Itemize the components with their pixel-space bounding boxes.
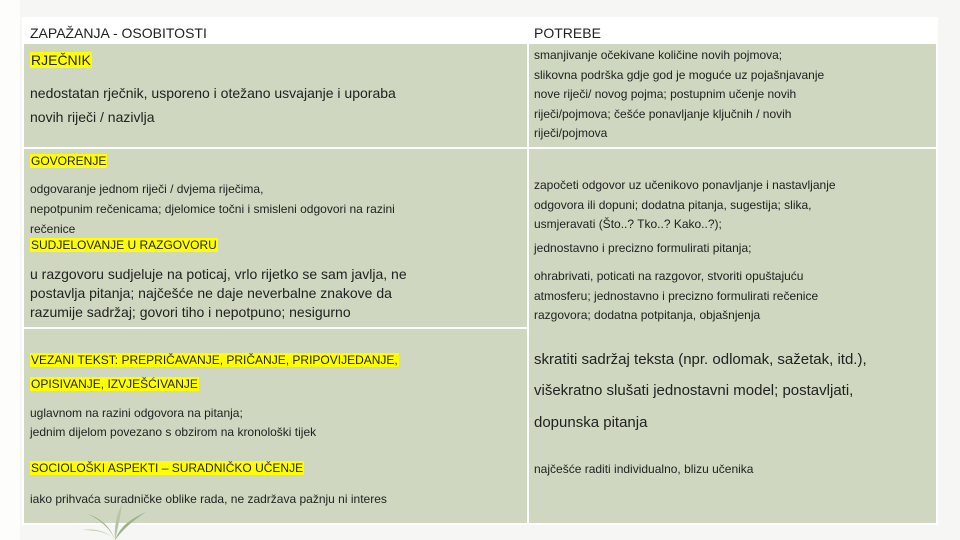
socioloski-observation: iako prihvaća suradničke oblike rada, ne zadržava pažnju ni interes [30, 492, 387, 506]
vezani-observation: uglavnom na razini odgovora na pitanja; jednim dijelom povezano s obzirom na kronološki tijek [30, 406, 317, 439]
govorenje-label-text: GOVORENJE [31, 154, 107, 168]
rjecnik-label-text: RJEČNIK [31, 52, 91, 68]
column-divider [527, 19, 529, 523]
rjecnik-observation: nedostatan rječnik, usporeno i otežano usvajanje i uporaba novih riječi / nazivlja [30, 85, 396, 125]
sudjelovanje-label-text: SUDJELOVANJE U RAZGOVORU [31, 238, 217, 252]
slide-left-stripe [0, 0, 20, 540]
row-divider [24, 147, 936, 149]
rjecnik-need: smanjivanje očekivane količine novih pojmova; slikovna podrška gdje god je moguće uz pojašnjavanje nove riječi/ novog pojma; postupnim učenje novih riječi/pojmova; češće ponavljanje ključnih / novih riječi/pojmova [534, 48, 825, 140]
vezani-need-2: višekratno slušati jednostavni model; postavljati, [534, 382, 854, 399]
needs-table [22, 17, 938, 525]
sudjelovanje-observation: u razgovoru sudjeluje na poticaj, vrlo rijetko se sam javlja, ne postavlja pitanja; najčešće ne daje neverbalne znakove da razumije sadržaj; govori tiho i nepotpuno; nesigurno [30, 266, 407, 320]
sudjelovanje-need: ohrabrivati, poticati na razgovor, stvoriti opuštajuću atmosferu; jednostavno i precizno formulirati rečenice razgovora; dodatna potpitanja, objašnjenja [534, 269, 819, 322]
socioloski-label [30, 460, 304, 476]
vezani-label-2-text: OPISIVANJE, IZVJEŠĆIVANJE [31, 377, 198, 391]
socioloski-need: najčešće raditi individualno, blizu učenika [534, 462, 754, 476]
govorenje-need: započeti odgovor uz učenikovo ponavljanje i nastavljanje odgovora ili dopuni; dodatna pitanja, sugestija; slika, usmjeravati (Što..? Tko..? Kako..?); [534, 178, 836, 231]
vezani-need-3: dopunska pitanja [534, 414, 648, 431]
plant-decoration [60, 500, 170, 540]
header-right: POTREBE [534, 25, 601, 41]
row-divider [24, 327, 527, 329]
sudjelovanje-need-intro: jednostavno i precizno formulirati pitanja; [534, 241, 752, 255]
sudjelovanje-label [30, 237, 218, 253]
header-left: ZAPAŽANJA - OSOBITOSTI [30, 25, 207, 41]
govorenje-observation: odgovaranje jednom riječi / dvjema riječima, nepotpunim rečenicama; djelomice točni i smisleni odgovori na razini rečenice [30, 182, 395, 236]
vezani-label-1 [30, 352, 399, 368]
socioloski-label-text: SOCIOLOŠKI ASPEKTI – SURADNIČKO UČENJE [31, 461, 304, 475]
vezani-label-1-text: VEZANI TEKST: PREPRIČAVANJE, PRIČANJE, PRIPOVIJEDANJE, [31, 353, 398, 367]
vezani-need-1: skratiti sadržaj teksta (npr. odlomak, sažetak, itd.), [534, 351, 867, 368]
rjecnik-label [30, 51, 92, 70]
vezani-label-2 [30, 376, 199, 392]
govorenje-label [30, 153, 107, 169]
